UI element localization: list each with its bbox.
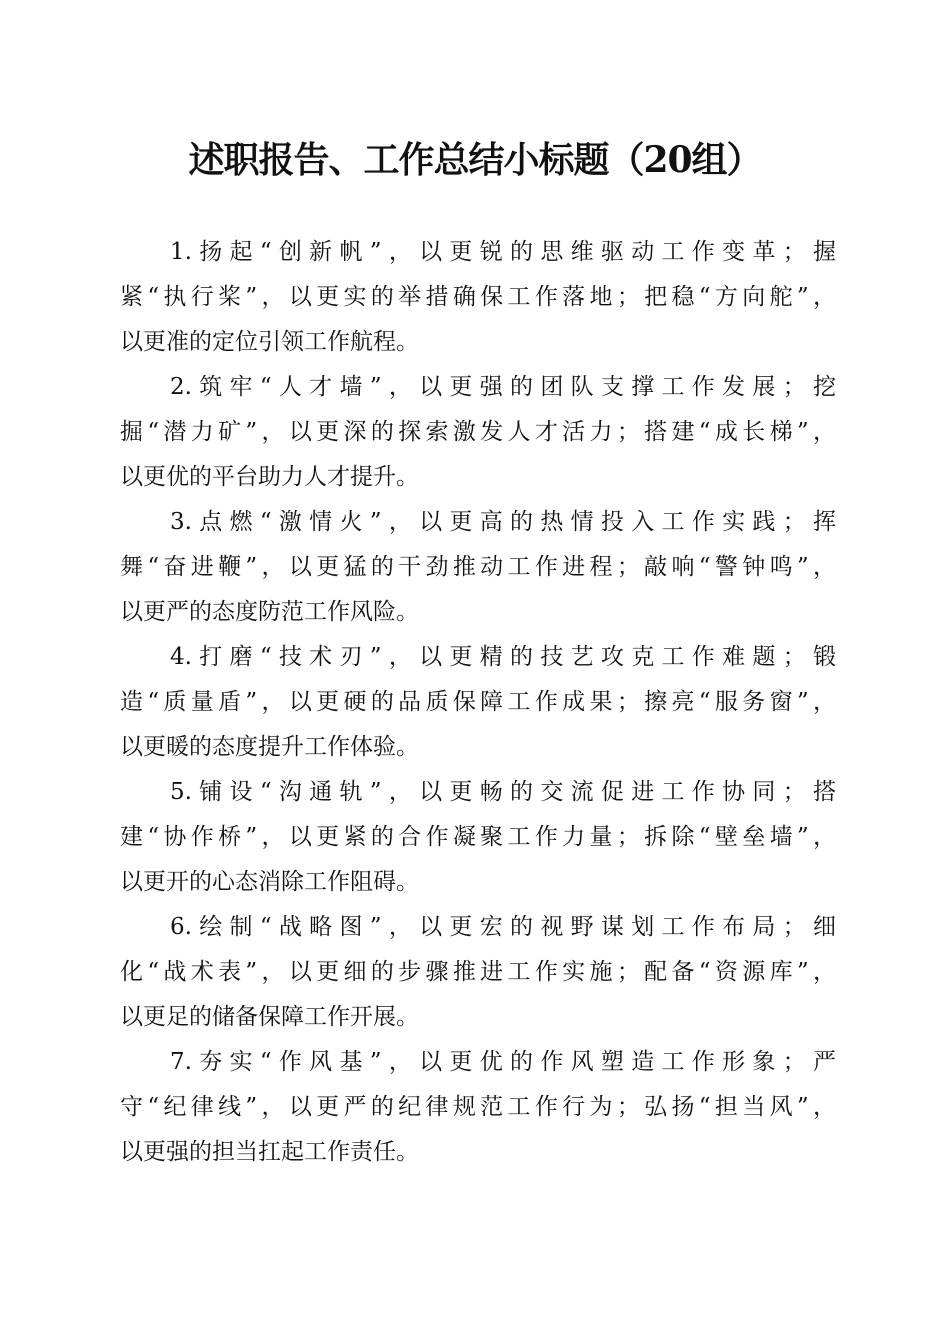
paragraph-7 [120,1040,836,1175]
paragraph-line: 7.夯实“作风基”，以更优的作风塑造工作形象；严 [170,1049,836,1075]
paragraph-line: 紧“执行桨”，以更实的举措确保工作落地；把稳“方向舵”， [120,284,836,310]
paragraph-line: 3.点燃“激情火”，以更高的热情投入工作实践；挥 [170,509,836,535]
paragraph-line: 掘“潜力矿”，以更深的探索激发人才活力；搭建“成长梯”， [120,419,836,445]
paragraph-line: 5.铺设“沟通轨”，以更畅的交流促进工作协同；搭 [170,779,836,805]
paragraph-6 [120,905,836,1040]
paragraph-line: 化“战术表”，以更细的步骤推进工作实施；配备“资源库”， [120,959,836,985]
paragraph-line: 以更暖的态度提升工作体验。 [120,734,419,760]
paragraph-line: 以更准的定位引领工作航程。 [120,329,419,355]
paragraph-3 [120,500,836,635]
paragraph-line: 建“协作桥”，以更紧的合作凝聚工作力量；拆除“壁垒墙”， [120,824,836,850]
paragraph-line: 以更开的心态消除工作阻碍。 [120,869,419,895]
paragraph-line: 1.扬起“创新帆”，以更锐的思维驱动工作变革；握 [170,239,836,265]
paragraph-line: 以更强的担当扛起工作责任。 [120,1139,419,1165]
paragraph-line: 6.绘制“战略图”，以更宏的视野谋划工作布局；细 [170,914,836,940]
paragraph-line: 以更严的态度防范工作风险。 [120,599,419,625]
document-title: 述职报告、工作总结小标题（20组） [188,139,762,181]
paragraph-line: 舞“奋进鞭”，以更猛的干劲推动工作进程；敲响“警钟鸣”， [120,554,836,580]
paragraph-line: 守“纪律线”，以更严的纪律规范工作行为；弘扬“担当风”， [120,1094,836,1120]
document-body [120,230,836,1175]
paragraph-2 [120,365,836,500]
paragraph-line: 2.筑牢“人才墙”，以更强的团队支撑工作发展；挖 [170,374,836,400]
paragraph-line: 以更足的储备保障工作开展。 [120,1004,419,1030]
paragraph-1 [120,230,836,365]
paragraph-4 [120,635,836,770]
paragraph-line: 4.打磨“技术刃”，以更精的技艺攻克工作难题；锻 [170,644,836,670]
paragraph-line: 造“质量盾”，以更硬的品质保障工作成果；擦亮“服务窗”， [120,689,836,715]
paragraph-line: 以更优的平台助力人才提升。 [120,464,419,490]
paragraph-5 [120,770,836,905]
